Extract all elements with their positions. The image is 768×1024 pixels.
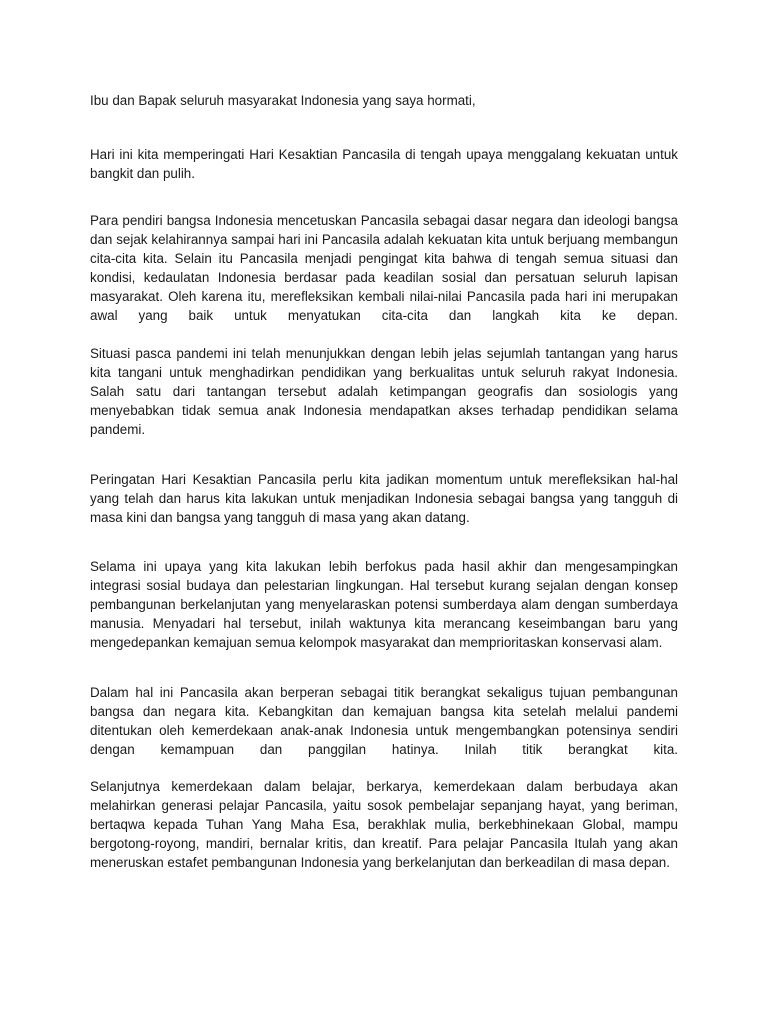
paragraph-7: Selanjutnya kemerdekaan dalam belajar, berkarya, kemerdekaan dalam berbudaya akan melahirkan generasi pelajar Pancasila, yaitu sosok pembelajar sepanjang hayat, yang beriman, bertaqwa kepada Tuhan Yang Maha Esa, berakhlak mulia, berkebhinekaan Global, mampu bergotong-royong, mandiri, bernalar kritis, dan kreatif. Para pelajar Pancasila Itulah yang akan meneruskan estafet pembangunan Indonesia yang berkelanjutan dan berkeadilan di masa depan. xyxy=(90,779,678,870)
paragraph-5: Selama ini upaya yang kita lakukan lebih berfokus pada hasil akhir dan mengesampingkan integrasi sosial budaya dan pelestarian lingkungan. Hal tersebut kurang sejalan dengan konsep pembangunan berkelanjutan yang menyelaraskan potensi sumberdaya alam dengan sumberdaya manusia. Menyadari hal tersebut, inilah waktunya kita merancang keseimbangan baru yang mengedepankan kemajuan semua kelompok masyarakat dan memprioritaskan konservasi alam. xyxy=(90,559,678,650)
paragraph-4: Peringatan Hari Kesaktian Pancasila perlu kita jadikan momentum untuk merefleksikan hal-hal yang telah dan harus kita lakukan untuk menjadikan Indonesia sebagai bangsa yang tangguh di masa kini dan bangsa yang tangguh di masa yang akan datang. xyxy=(90,472,678,525)
greeting-line: Ibu dan Bapak seluruh masyarakat Indonesia yang saya hormati, xyxy=(90,93,476,108)
paragraph-2: Para pendiri bangsa Indonesia mencetuskan Pancasila sebagai dasar negara dan ideologi bangsa dan sejak kelahirannya sampai hari ini Pancasila adalah kekuatan kita untuk berjuang membangun cita-cita kita. Selain itu Pancasila menjadi pengingat kita bahwa di tengah semua situasi dan kondisi, kedaulatan Indonesia berdasar pada keadilan sosial dan persatuan seluruh lapisan masyarakat. Oleh karena itu, merefleksikan kembali nilai-nilai Pancasila pada hari ini merupakan awal yang baik untuk menyatukan cita-cita dan langkah kita ke depan. xyxy=(90,213,678,323)
paragraph-3: Situasi pasca pandemi ini telah menunjukkan dengan lebih jelas sejumlah tantangan yang harus kita tangani untuk menghadirkan pendidikan yang berkualitas untuk seluruh rakyat Indonesia. Salah satu dari tantangan tersebut adalah ketimpangan geografis dan sosiologis yang menyebabkan tidak semua anak Indonesia mendapatkan akses terhadap pendidikan selama pandemi. xyxy=(90,346,678,437)
paragraph-6: Dalam hal ini Pancasila akan berperan sebagai titik berangkat sekaligus tujuan pembangunan bangsa dan negara kita. Kebangkitan dan kemajuan bangsa kita setelah melalui pandemi ditentukan oleh kemerdekaan anak-anak Indonesia untuk mengembangkan potensinya sendiri dengan kemampuan dan panggilan hatinya. Inilah titik berangkat kita. xyxy=(90,685,678,757)
paragraph-1: Hari ini kita memperingati Hari Kesaktian Pancasila di tengah upaya menggalang kekuatan untuk bangkit dan pulih. xyxy=(90,147,678,181)
